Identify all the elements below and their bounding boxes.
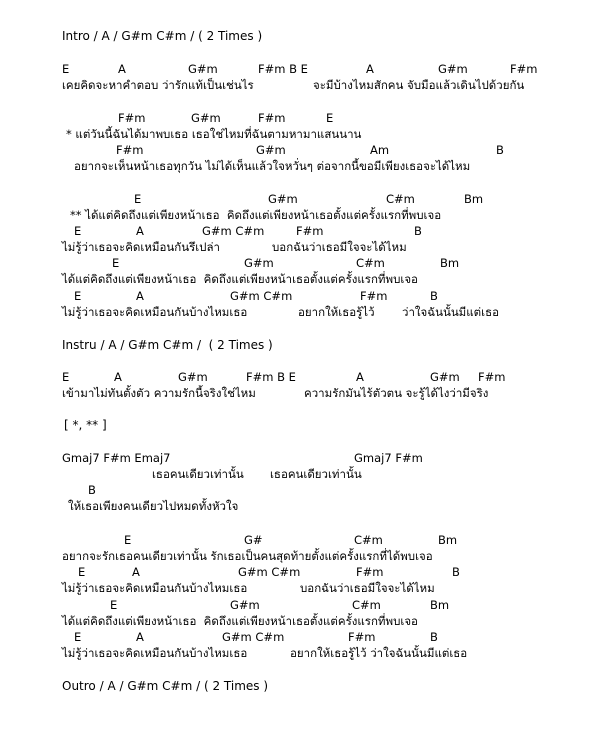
lyric-line: เข้ามาไม่ทันตั้งตัว ความรักนี้จริงใช่ไหม [62, 386, 256, 400]
chord: E [112, 256, 120, 270]
chord: E [74, 224, 82, 238]
chord: B [88, 483, 96, 497]
chord: G# [244, 533, 263, 547]
chord: C#m [386, 192, 415, 206]
chord: E [326, 111, 334, 125]
lyric-line: อยากจะรักเธอคนเดียวเท่านั้น รักเธอเป็นคนสุดท้ายตั้งแต่ครั้งแรกที่ได้พบเจอ [62, 549, 433, 563]
outro-line: Outro / A / G#m C#m / ( 2 Times ) [62, 679, 269, 693]
chord: E [134, 192, 142, 206]
chord: Bm [430, 598, 450, 612]
chord: A [132, 565, 140, 579]
chord: F#m [118, 111, 146, 125]
lyric-line: ได้แต่คิดถึงแต่เพียงหน้าเธอ คิดถึงแต่เพียงหน้าเธอตั้งแต่ครั้งแรกที่พบเจอ [62, 272, 418, 286]
lyric-line: ให้เธอเพียงคนเดียวไปหมดทั้งหัวใจ [68, 499, 239, 513]
lyric-line: เธอคนเดียวเท่านั้น [270, 467, 362, 481]
lyric-line: ความรักมันไร้ตัวตน จะรู้ได้ไงว่ามีจริง [304, 386, 489, 400]
lyric-line: เคยคิดจะหาคำตอบ ว่ารักแท้เป็นเช่นไร [62, 78, 254, 92]
chord: G#m [191, 111, 221, 125]
lyric-line: ไม่รู้ว่าเธอจะคิดเหมือนกันบ้างไหมเธอ [62, 305, 248, 319]
chord: G#m [188, 62, 218, 76]
chord: F#m B E [246, 370, 296, 384]
chord: Bm [440, 256, 460, 270]
chord: E [124, 533, 132, 547]
chord: A [114, 370, 122, 384]
chord: F#m [348, 630, 376, 644]
chord: C#m [354, 533, 383, 547]
chord: C#m [356, 256, 385, 270]
lyric-line: จะมีบ้างไหมสักคน จับมือแล้วเดินไปด้วยกัน [313, 78, 525, 92]
chord: F#m [116, 143, 144, 157]
chord: G#m [438, 62, 468, 76]
chord: Bm [464, 192, 484, 206]
chord: A [136, 289, 144, 303]
chord: Gmaj7 F#m Emaj7 [62, 451, 171, 465]
chord: B [414, 224, 422, 238]
chord: F#m [258, 111, 286, 125]
lyric-line: ไม่รู้ว่าเธอจะคิดเหมือนกันรึเปล่า [62, 240, 220, 254]
lyric-line: เธอคนเดียวเท่านั้น [152, 467, 244, 481]
repeat-marker: [ *, ** ] [64, 418, 107, 432]
lyric-line: * แต่วันนี้ฉันได้มาพบเธอ เธอใช่ไหมที่ฉันตามหามาแสนนาน [66, 127, 362, 141]
chord: F#m [510, 62, 538, 76]
lyric-line: บอกฉันว่าเธอมีใจจะได้ไหม [300, 581, 435, 595]
chord: A [136, 630, 144, 644]
chord: G#m [244, 256, 274, 270]
lyric-line: ได้แต่คิดถึงแต่เพียงหน้าเธอ คิดถึงแต่เพียงหน้าเธอตั้งแต่ครั้งแรกที่พบเจอ [62, 614, 418, 628]
chord: Bm [438, 533, 458, 547]
chord: B [430, 289, 438, 303]
chord: F#m [296, 224, 324, 238]
chord: B [452, 565, 460, 579]
chord: E [110, 598, 118, 612]
chord: C#m [352, 598, 381, 612]
chord: G#m [178, 370, 208, 384]
chord: G#m C#m [222, 630, 285, 644]
chord: G#m [430, 370, 460, 384]
chord: G#m C#m [202, 224, 265, 238]
lyric-line: ** ได้แต่คิดถึงแต่เพียงหน้าเธอ คิดถึงแต่เพียงหน้าเธอตั้งแต่ครั้งแรกที่พบเจอ [70, 208, 442, 222]
chord: E [78, 565, 86, 579]
chord: F#m [478, 370, 506, 384]
lyric-line: อยากจะเห็นหน้าเธอทุกวัน ไม่ได้เห็นแล้วใจหวั่นๆ ต่อจากนี้ขอมีเพียงเธอจะได้ไหม [74, 159, 471, 173]
intro-line: Intro / A / G#m C#m / ( 2 Times ) [62, 29, 263, 43]
chord: Gmaj7 F#m [354, 451, 423, 465]
chord: F#m [356, 565, 384, 579]
chord: E [62, 370, 70, 384]
chord: A [118, 62, 126, 76]
chord: A [356, 370, 364, 384]
lyric-line: ไม่รู้ว่าเธอจะคิดเหมือนกันบ้างไหมเธอ [62, 581, 248, 595]
chord: G#m [230, 598, 260, 612]
lyric-line: ไม่รู้ว่าเธอจะคิดเหมือนกันบ้างไหมเธอ [62, 646, 248, 660]
chord: G#m C#m [238, 565, 301, 579]
lyric-line: อยากให้เธอรู้ไว้ ว่าใจฉันนั้นมีแต่เธอ [290, 646, 468, 660]
chord: F#m [360, 289, 388, 303]
chord: E [74, 289, 82, 303]
chord: A [136, 224, 144, 238]
chord: G#m [268, 192, 298, 206]
chord: G#m C#m [230, 289, 293, 303]
chord: F#m B E [258, 62, 308, 76]
chord: E [74, 630, 82, 644]
chord: A [366, 62, 374, 76]
chord: Am [370, 143, 390, 157]
chord: B [496, 143, 504, 157]
chord: E [62, 62, 70, 76]
instru-line: Instru / A / G#m C#m / ( 2 Times ) [62, 338, 273, 352]
chord: G#m [256, 143, 286, 157]
lyric-line: บอกฉันว่าเธอมีใจจะได้ไหม [272, 240, 407, 254]
lyric-line: ว่าใจฉันนั้นมีแต่เธอ [402, 305, 500, 319]
lyric-line: อยากให้เธอรู้ไว้ [298, 305, 375, 319]
chord: B [430, 630, 438, 644]
